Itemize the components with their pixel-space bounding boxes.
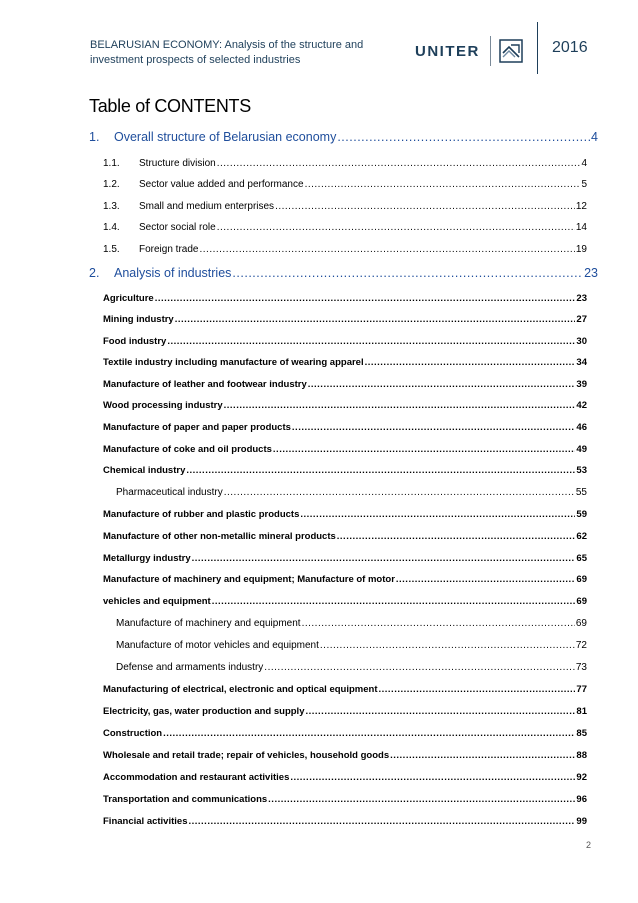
industry-title: Wholesale and retail trade; repair of vehicles, household goods — [103, 750, 390, 761]
page-number: 2 — [586, 840, 592, 850]
toc-industry[interactable] — [103, 314, 587, 325]
industry-page: 23 — [576, 293, 587, 304]
toc-industry[interactable] — [103, 422, 587, 433]
industry-title: Accommodation and restaurant activities — [103, 772, 290, 783]
document-title: BELARUSIAN ECONOMY: Analysis of the structure and investment prospects of selected industries — [90, 39, 364, 66]
dot-leader — [337, 531, 576, 542]
industry-page: 92 — [576, 772, 587, 783]
sub-industry-page: 72 — [575, 640, 587, 651]
subsection-page: 19 — [575, 244, 587, 255]
toc-section-2[interactable] — [89, 266, 598, 280]
industry-title: Transportation and communications — [103, 794, 268, 805]
industry-title: Manufacture of other non-metallic mineral products — [103, 531, 336, 542]
logo-mark-icon — [499, 39, 523, 63]
subsection-page: 4 — [581, 158, 587, 169]
toc-industry[interactable] — [103, 509, 587, 520]
industry-page: 77 — [576, 684, 587, 695]
dot-leader — [155, 293, 576, 304]
dot-leader — [224, 400, 576, 411]
industry-page: 39 — [576, 379, 587, 390]
industry-page: 96 — [576, 794, 587, 805]
logo-divider — [490, 36, 491, 66]
industry-title: Food industry — [103, 336, 167, 347]
section-number: 2. — [89, 266, 100, 280]
industry-page: 99 — [576, 816, 587, 827]
subsection-title: Structure division — [139, 158, 216, 169]
dot-leader — [175, 314, 576, 325]
toc-industry[interactable] — [103, 465, 587, 476]
toc-industry[interactable] — [103, 293, 587, 304]
dot-leader — [300, 509, 575, 520]
subsection-number: 1.3. — [103, 201, 120, 212]
industry-page: 59 — [576, 509, 587, 520]
dot-leader — [186, 465, 575, 476]
industry-title: Financial activities — [103, 816, 188, 827]
dot-leader — [199, 244, 574, 255]
industry-page: 69 — [576, 574, 587, 585]
dot-leader — [302, 618, 575, 629]
industry-title: Manufacture of paper and paper products — [103, 422, 291, 433]
toc-sub-industry[interactable] — [116, 618, 587, 629]
dot-leader — [396, 574, 576, 585]
toc-industry[interactable] — [103, 531, 587, 542]
toc-industry[interactable] — [103, 684, 587, 695]
industry-title: Manufacture of machinery and equipment; Manufacture of motor — [103, 574, 395, 585]
dot-leader — [337, 130, 590, 144]
subsection-number: 1.1. — [103, 158, 120, 169]
sub-industry-page: 69 — [575, 618, 587, 629]
sub-industry-page: 73 — [575, 662, 587, 673]
industry-page: 65 — [576, 553, 587, 564]
industry-title: Agriculture — [103, 293, 154, 304]
industry-page: 27 — [576, 314, 587, 325]
dot-leader — [379, 684, 576, 695]
toc-industry[interactable] — [103, 444, 587, 455]
toc-industry[interactable] — [103, 553, 587, 564]
dot-leader — [320, 640, 575, 651]
toc-industry[interactable] — [103, 816, 587, 827]
industry-page: 34 — [576, 357, 587, 368]
toc-industry[interactable] — [103, 706, 587, 717]
toc-industry[interactable] — [103, 596, 587, 607]
industry-title: Manufacture of leather and footwear industry — [103, 379, 307, 390]
dot-leader — [290, 772, 575, 783]
toc-subsection[interactable] — [103, 222, 587, 233]
dot-leader — [212, 596, 576, 607]
toc-industry[interactable] — [103, 574, 587, 585]
industry-page: 62 — [576, 531, 587, 542]
dot-leader — [365, 357, 576, 368]
dot-leader — [292, 422, 576, 433]
industry-title: Metallurgy industry — [103, 553, 191, 564]
sub-industry-title: Pharmaceutical industry — [116, 487, 223, 498]
industry-title: Electricity, gas, water production and supply — [103, 706, 305, 717]
toc-industry[interactable] — [103, 400, 587, 411]
subsection-title: Sector social role — [139, 222, 216, 233]
subsection-title: Sector value added and performance — [139, 179, 304, 190]
toc-industry[interactable] — [103, 379, 587, 390]
logo-text: UNITER — [415, 42, 480, 60]
toc-subsection[interactable] — [103, 244, 587, 255]
industry-title: Chemical industry — [103, 465, 186, 476]
subsection-page: 14 — [575, 222, 587, 233]
industry-title: Manufacture of rubber and plastic products — [103, 509, 300, 520]
industry-page: 49 — [576, 444, 587, 455]
dot-leader — [273, 444, 576, 455]
dot-leader — [163, 728, 575, 739]
industry-title: Manufacturing of electrical, electronic and optical equipment — [103, 684, 378, 695]
section-number: 1. — [89, 130, 100, 144]
industry-title: Mining industry — [103, 314, 174, 325]
toc-industry[interactable] — [103, 357, 587, 368]
dot-leader — [305, 706, 575, 717]
header-year: 2016 — [552, 39, 588, 56]
toc-industry[interactable] — [103, 336, 587, 347]
industry-page: 46 — [576, 422, 587, 433]
dot-leader — [275, 201, 575, 212]
industry-title: Manufacture of coke and oil products — [103, 444, 272, 455]
industry-page: 42 — [576, 400, 587, 411]
subsection-page: 5 — [581, 179, 587, 190]
subsection-page: 12 — [575, 201, 587, 212]
dot-leader — [268, 794, 575, 805]
uniter-logo — [415, 33, 523, 69]
subsection-number: 1.2. — [103, 179, 120, 190]
industry-page: 81 — [576, 706, 587, 717]
subsection-number: 1.5. — [103, 244, 120, 255]
sub-industry-page: 55 — [575, 487, 587, 498]
dot-leader — [192, 553, 576, 564]
toc-subsection[interactable] — [103, 158, 587, 169]
toc-sub-industry[interactable] — [116, 662, 587, 673]
industry-page: 85 — [576, 728, 587, 739]
toc-section-1[interactable] — [89, 130, 598, 144]
toc-sub-industry[interactable] — [116, 640, 587, 651]
dot-leader — [305, 179, 581, 190]
industry-page: 53 — [576, 465, 587, 476]
dot-leader — [167, 336, 575, 347]
page-header — [0, 0, 638, 80]
subsection-title: Foreign trade — [139, 244, 199, 255]
industry-title: Wood processing industry — [103, 400, 223, 411]
toc-subsection[interactable] — [103, 179, 587, 190]
section-page: 4 — [591, 130, 598, 144]
industry-page: 88 — [576, 750, 587, 761]
dot-leader — [308, 379, 576, 390]
header-divider — [537, 22, 538, 74]
section-page: 23 — [584, 266, 598, 280]
toc-subsection[interactable] — [103, 201, 587, 212]
section-title: Analysis of industries — [114, 266, 232, 280]
industry-page: 69 — [576, 596, 587, 607]
sub-industry-title: Manufacture of motor vehicles and equipment — [116, 640, 319, 651]
subsection-number: 1.4. — [103, 222, 120, 233]
toc-industry[interactable] — [103, 794, 587, 805]
industry-page: 30 — [576, 336, 587, 347]
industry-title: Construction — [103, 728, 163, 739]
subsection-title: Small and medium enterprises — [139, 201, 275, 212]
dot-leader — [224, 487, 575, 498]
sub-industry-title: Defense and armaments industry — [116, 662, 264, 673]
dot-leader — [217, 222, 575, 233]
industry-title: vehicles and equipment — [103, 596, 211, 607]
dot-leader — [232, 266, 583, 280]
sub-industry-title: Manufacture of machinery and equipment — [116, 618, 301, 629]
toc-industry[interactable] — [103, 728, 587, 739]
toc-industry[interactable] — [103, 772, 587, 783]
industry-title: Textile industry including manufacture of wearing apparel — [103, 357, 364, 368]
toc-title: Table of CONTENTS — [89, 96, 251, 116]
toc-sub-industry[interactable] — [116, 487, 587, 498]
toc-industry[interactable] — [103, 750, 587, 761]
section-title: Overall structure of Belarusian economy — [114, 130, 337, 144]
dot-leader — [390, 750, 575, 761]
dot-leader — [217, 158, 581, 169]
dot-leader — [264, 662, 575, 673]
dot-leader — [188, 816, 575, 827]
